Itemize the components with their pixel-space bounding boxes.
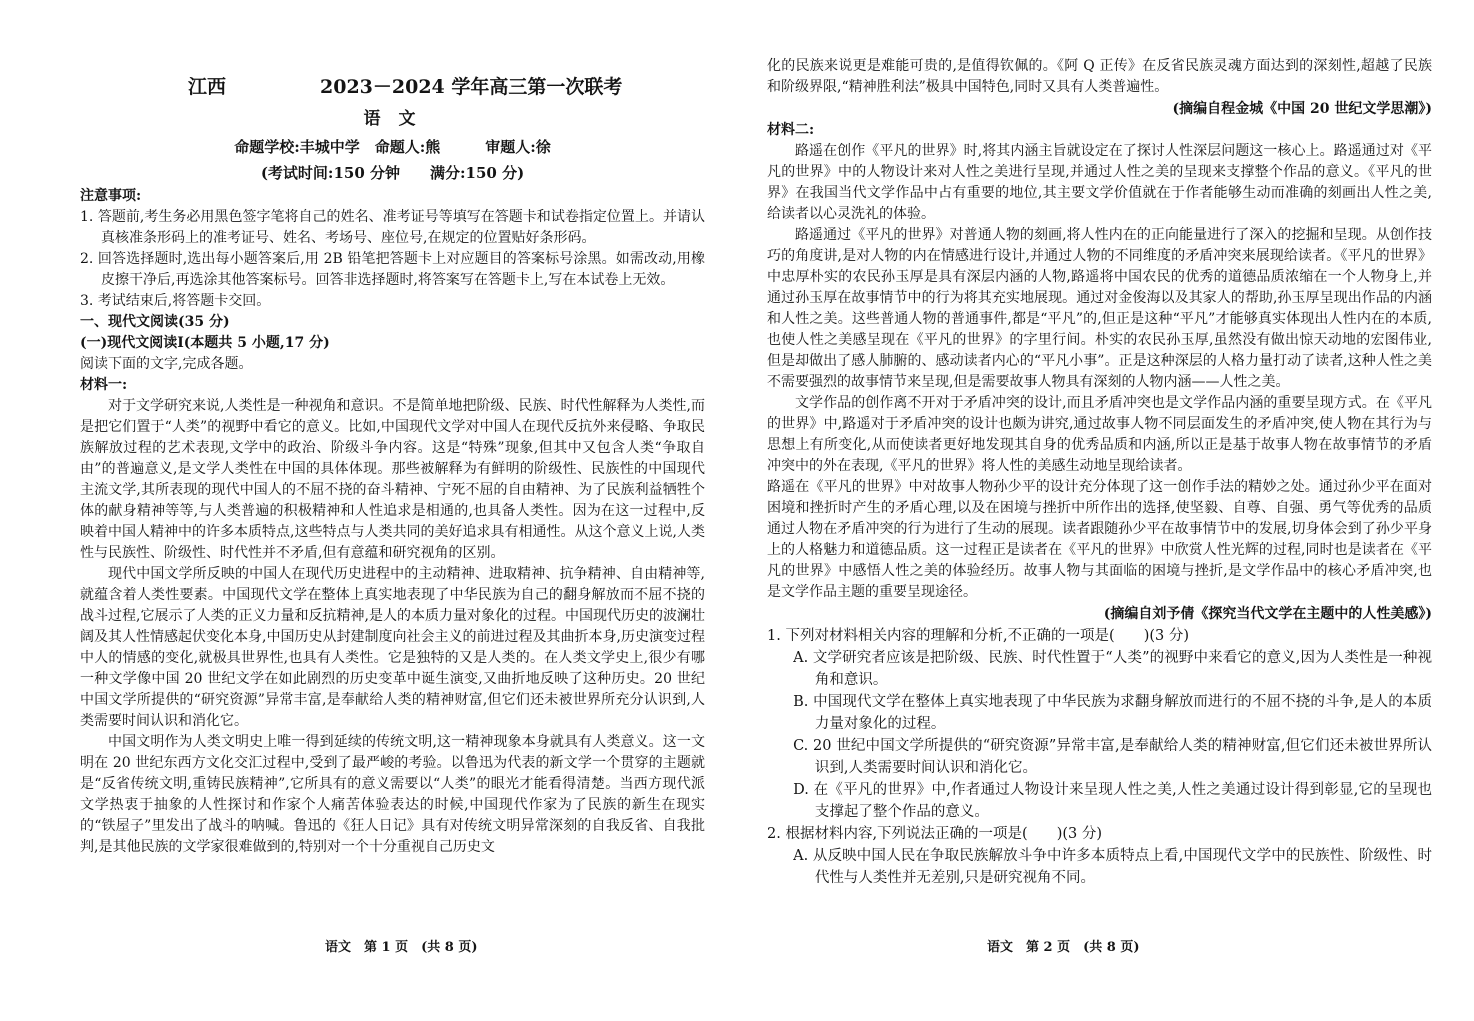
question-1-option-c: C. 20 世纪中国文学所提供的“研究资源”异常丰富,是奉献给人类的精神财富,但它们还未被世界所认识到,人类需要时间认识和消化它。 [793, 738, 1432, 776]
question-1-option-b: B. 中国现代文学在整体上真实地表现了中华民族为求翻身解放而进行的不屈不挠的斗争,是人的本质力量对象化的过程。 [793, 694, 1432, 732]
time-score-line: (考试时间:150 分钟 满分:150 分) [260, 164, 525, 182]
material-2-paragraph-1: 路遥在创作《平凡的世界》时,将其内涵主旨就设定在了探讨人性深层问题这一核心上。路遥通过对《平凡的世界》中的人物设计来对人性之美进行呈现,并通过人性之美的呈现来支撑整个作品的意义。《平凡的世界》在我国当代文学作品中占有重要的地位,其主要文学价值就在于作者能够生动而准确的刻画出人性之美,给读者以心灵洗礼的体验。 [767, 143, 1432, 222]
material-1-paragraph-2: 现代中国文学所反映的中国人在现代历史进程中的主动精神、进取精神、抗争精神、自由精神等,就蕴含着人类性要素。中国现代文学在整体上真实地表现了中华民族为自己的翻身解放而不屈不挠的战斗过程,它展示了人类的正义力量和反抗精神,是人的本质力量对象化的过程。中国现代历史的波澜壮阔及其人性情感起伏变化本身,中国历史从封建制度向社会主义的前进过程及其曲折本身,历史演变过程中人的情感的变化,就极具世界性,也具有人类性。它是独特的又是人类的。在人类文学史上,很少有哪一种文学像中国 20 世纪文学在如此剧烈的历史变革中诞生演变,又曲折地反映了这种历史。20 世纪中国文学所提供的“研究资源”异常丰富,是奉献给人类的精神财富,但它们还未被世界所充分认识到,人类需要时间认识和消化它。 [80, 566, 705, 729]
exam-title: 2023－2024 学年高三第一次联考 [320, 76, 623, 98]
page-2-content [767, 56, 1432, 889]
material-1-label: 材料一: [80, 377, 128, 393]
page-2 [737, 0, 1474, 1021]
page-1-footer: 语文 第 1 页 (共 8 页) [325, 940, 478, 955]
material-2-source: (摘编自刘予倩《探究当代文学在主题中的人性美感》) [1103, 606, 1432, 622]
material-2-label: 材料二: [767, 122, 815, 138]
material-1-source: (摘编自程金城《中国 20 世纪文学思潮》) [1172, 101, 1432, 117]
question-2: 2. 根据材料内容,下列说法正确的一项是( )(3 分) [767, 826, 1103, 842]
notice-title: 注意事项: [80, 188, 142, 204]
region-label: 江西 [188, 76, 227, 98]
question-2-option-a: A. 从反映中国人民在争取民族解放斗争中许多本质特点上看,中国现代文学中的民族性、阶级性、时代性与人类性并无差别,只是研究视角不同。 [793, 848, 1432, 886]
material-2-paragraph-2: 路遥通过《平凡的世界》对普通人物的刻画,将人性内在的正向能量进行了深入的挖掘和呈现。从创作技巧的角度讲,是对人物的内在情感进行设计,并通过人物的不同维度的矛盾冲突来展现给读者。《平凡的世界》中忠厚朴实的农民孙玉厚是具有深层内涵的人物,路遥将中国农民的优秀的道德品质浓缩在一个人物身上,并通过孙玉厚在故事情节中的行为将其充实地展现。通过对金俊海以及其家人的帮助,孙玉厚呈现出作品的内涵和人性之美。这些普通人物的普通事件,都是“平凡”的,但正是这种“平凡”才能够真实体现出人性内在的本质,也使人性之美感呈现在《平凡的世界》的字里行间。朴实的农民孙玉厚,虽然没有做出惊天动地的宏图伟业,但是却做出了感人肺腑的、感动读者内心的“平凡小事”。正是这种深层的人格力量打动了读者,这种人性之美不需要强烈的故事情节来呈现,但是需要故事人物具有深刻的人物内涵——人性之美。 [767, 227, 1432, 390]
notice-item-2: 2. 回答选择题时,选出每小题答案后,用 2B 铅笔把答题卡上对应题目的答案标号涂黑。如需改动,用橡皮擦干净后,再选涂其他答案标号。回答非选择题时,将答案写在答题卡上,写在本试卷上无效。 [80, 251, 705, 288]
notice-item-1: 1. 答题前,考生务必用黑色签字笔将自己的姓名、准考证号等填写在答题卡和试卷指定位置上。并请认真核准条形码上的准考证号、姓名、考场号、座位号,在规定的位置贴好条形码。 [80, 209, 705, 246]
page-1-content [80, 64, 705, 858]
material-2-paragraph-4: 路遥在《平凡的世界》中对故事人物孙少平的设计充分体现了这一创作手法的精妙之处。通过孙少平在面对困境和挫折时产生的矛盾心理,以及在困境与挫折中所作出的选择,使坚毅、自尊、自强、勇气等优秀的品质通过人物在矛盾冲突的行为进行了生动的展现。读者跟随孙少平在故事情节中的发展,切身体会到了孙少平身上的人格魅力和道德品质。这一过程正是读者在《平凡的世界》中欣赏人性光辉的过程,同时也是读者在《平凡的世界》中感悟人性之美的体验经历。故事人物与其面临的困境与挫折,是文学作品中的核心矛盾冲突,也是文学作品主题的重要呈现途径。 [767, 479, 1432, 600]
authors-line: 命题学校:丰城中学 命题人:熊 审题人:徐 [234, 138, 551, 156]
question-1-option-a: A. 文学研究者应该是把阶级、民族、时代性置于“人类”的视野中来看它的意义,因为人类性是一种视角和意识。 [793, 650, 1432, 688]
question-1-option-d: D. 在《平凡的世界》中,作者通过人物设计来呈现人性之美,人性之美通过设计得到彰显,它的呈现也支撑起了整个作品的意义。 [793, 782, 1432, 820]
page-2-footer: 语文 第 2 页 (共 8 页) [987, 940, 1140, 955]
exam-header [80, 64, 705, 98]
material-2-paragraph-3: 文学作品的创作离不开对于矛盾冲突的设计,而且矛盾冲突也是文学作品内涵的重要呈现方式。在《平凡的世界》中,路遥对于矛盾冲突的设计也颇为讲究,通过故事人物不同层面发生的矛盾冲突,使人物在其行为与思想上有所变化,从而使读者更好地发现其自身的优秀品质和内涵,所以正是基于故事人物在故事情节的矛盾冲突中的外在表现,《平凡的世界》将人性的美感生动地呈现给读者。 [767, 395, 1432, 474]
question-1: 1. 下列对材料相关内容的理解和分析,不正确的一项是( )(3 分) [767, 628, 1190, 644]
section-heading: 一、现代文阅读(35 分) [80, 314, 230, 330]
reading-instruction: 阅读下面的文字,完成各题。 [80, 356, 253, 372]
subsection-heading: (一)现代文阅读Ⅰ(本题共 5 小题,17 分) [80, 335, 330, 351]
material-1-continuation: 化的民族来说更是难能可贵的,是值得钦佩的。《阿 Q 正传》在反省民族灵魂方面达到的深刻性,超越了民族和阶级界限,“精神胜利法”极具中国特色,同时又具有人类普遍性。 [767, 58, 1432, 95]
notice-item-3: 3. 考试结束后,将答题卡交回。 [80, 293, 271, 309]
material-1-paragraph-3: 中国文明作为人类文明史上唯一得到延续的传统文明,这一精神现象本身就具有人类意义。这一文明在 20 世纪东西方文化交汇过程中,受到了最严峻的考验。以鲁迅为代表的新文学一个贯穿的主题就是“反省传统文明,重铸民族精神”,它所具有的意义需要以“人类”的眼光才能看得清楚。当西方现代派文学热衷于抽象的人性探讨和作家个人痛苦体验表达的时候,中国现代作家为了民族的新生在现实的“铁屋子”里发出了战斗的呐喊。鲁迅的《狂人日记》具有对传统文明异常深刻的自我反省、自我批判,是其他民族的文学家很难做到的,特别对一个十分重视自己历史文 [80, 734, 705, 855]
subject-title: 语 文 [363, 109, 422, 129]
material-1-paragraph-1: 对于文学研究来说,人类性是一种视角和意识。不是简单地把阶级、民族、时代性解释为人类性,而是把它们置于“人类”的视野中看它的意义。比如,中国现代文学对中国人在现代反抗外来侵略、争取民族解放过程的艺术表现,文学中的政治、阶级斗争内容。这是“特殊”现象,但其中又包含人类“争取自由”的普遍意义,是文学人类性在中国的具体体现。那些被解释为有鲜明的阶级性、民族性的中国现代主流文学,其所表现的现代中国人的不屈不挠的奋斗精神、宁死不屈的自由精神、为了民族利益牺牲个体的献身精神等等,与人类普遍的积极精神和人性追求是相通的,也具备人类性。因为在这一过程中,反映着中国人精神中的许多本质特点,这些特点与人类共同的美好追求具有相通性。从这个意义上说,人类性与民族性、阶级性、时代性并不矛盾,但有意蕴和研究视角的区别。 [80, 398, 705, 561]
